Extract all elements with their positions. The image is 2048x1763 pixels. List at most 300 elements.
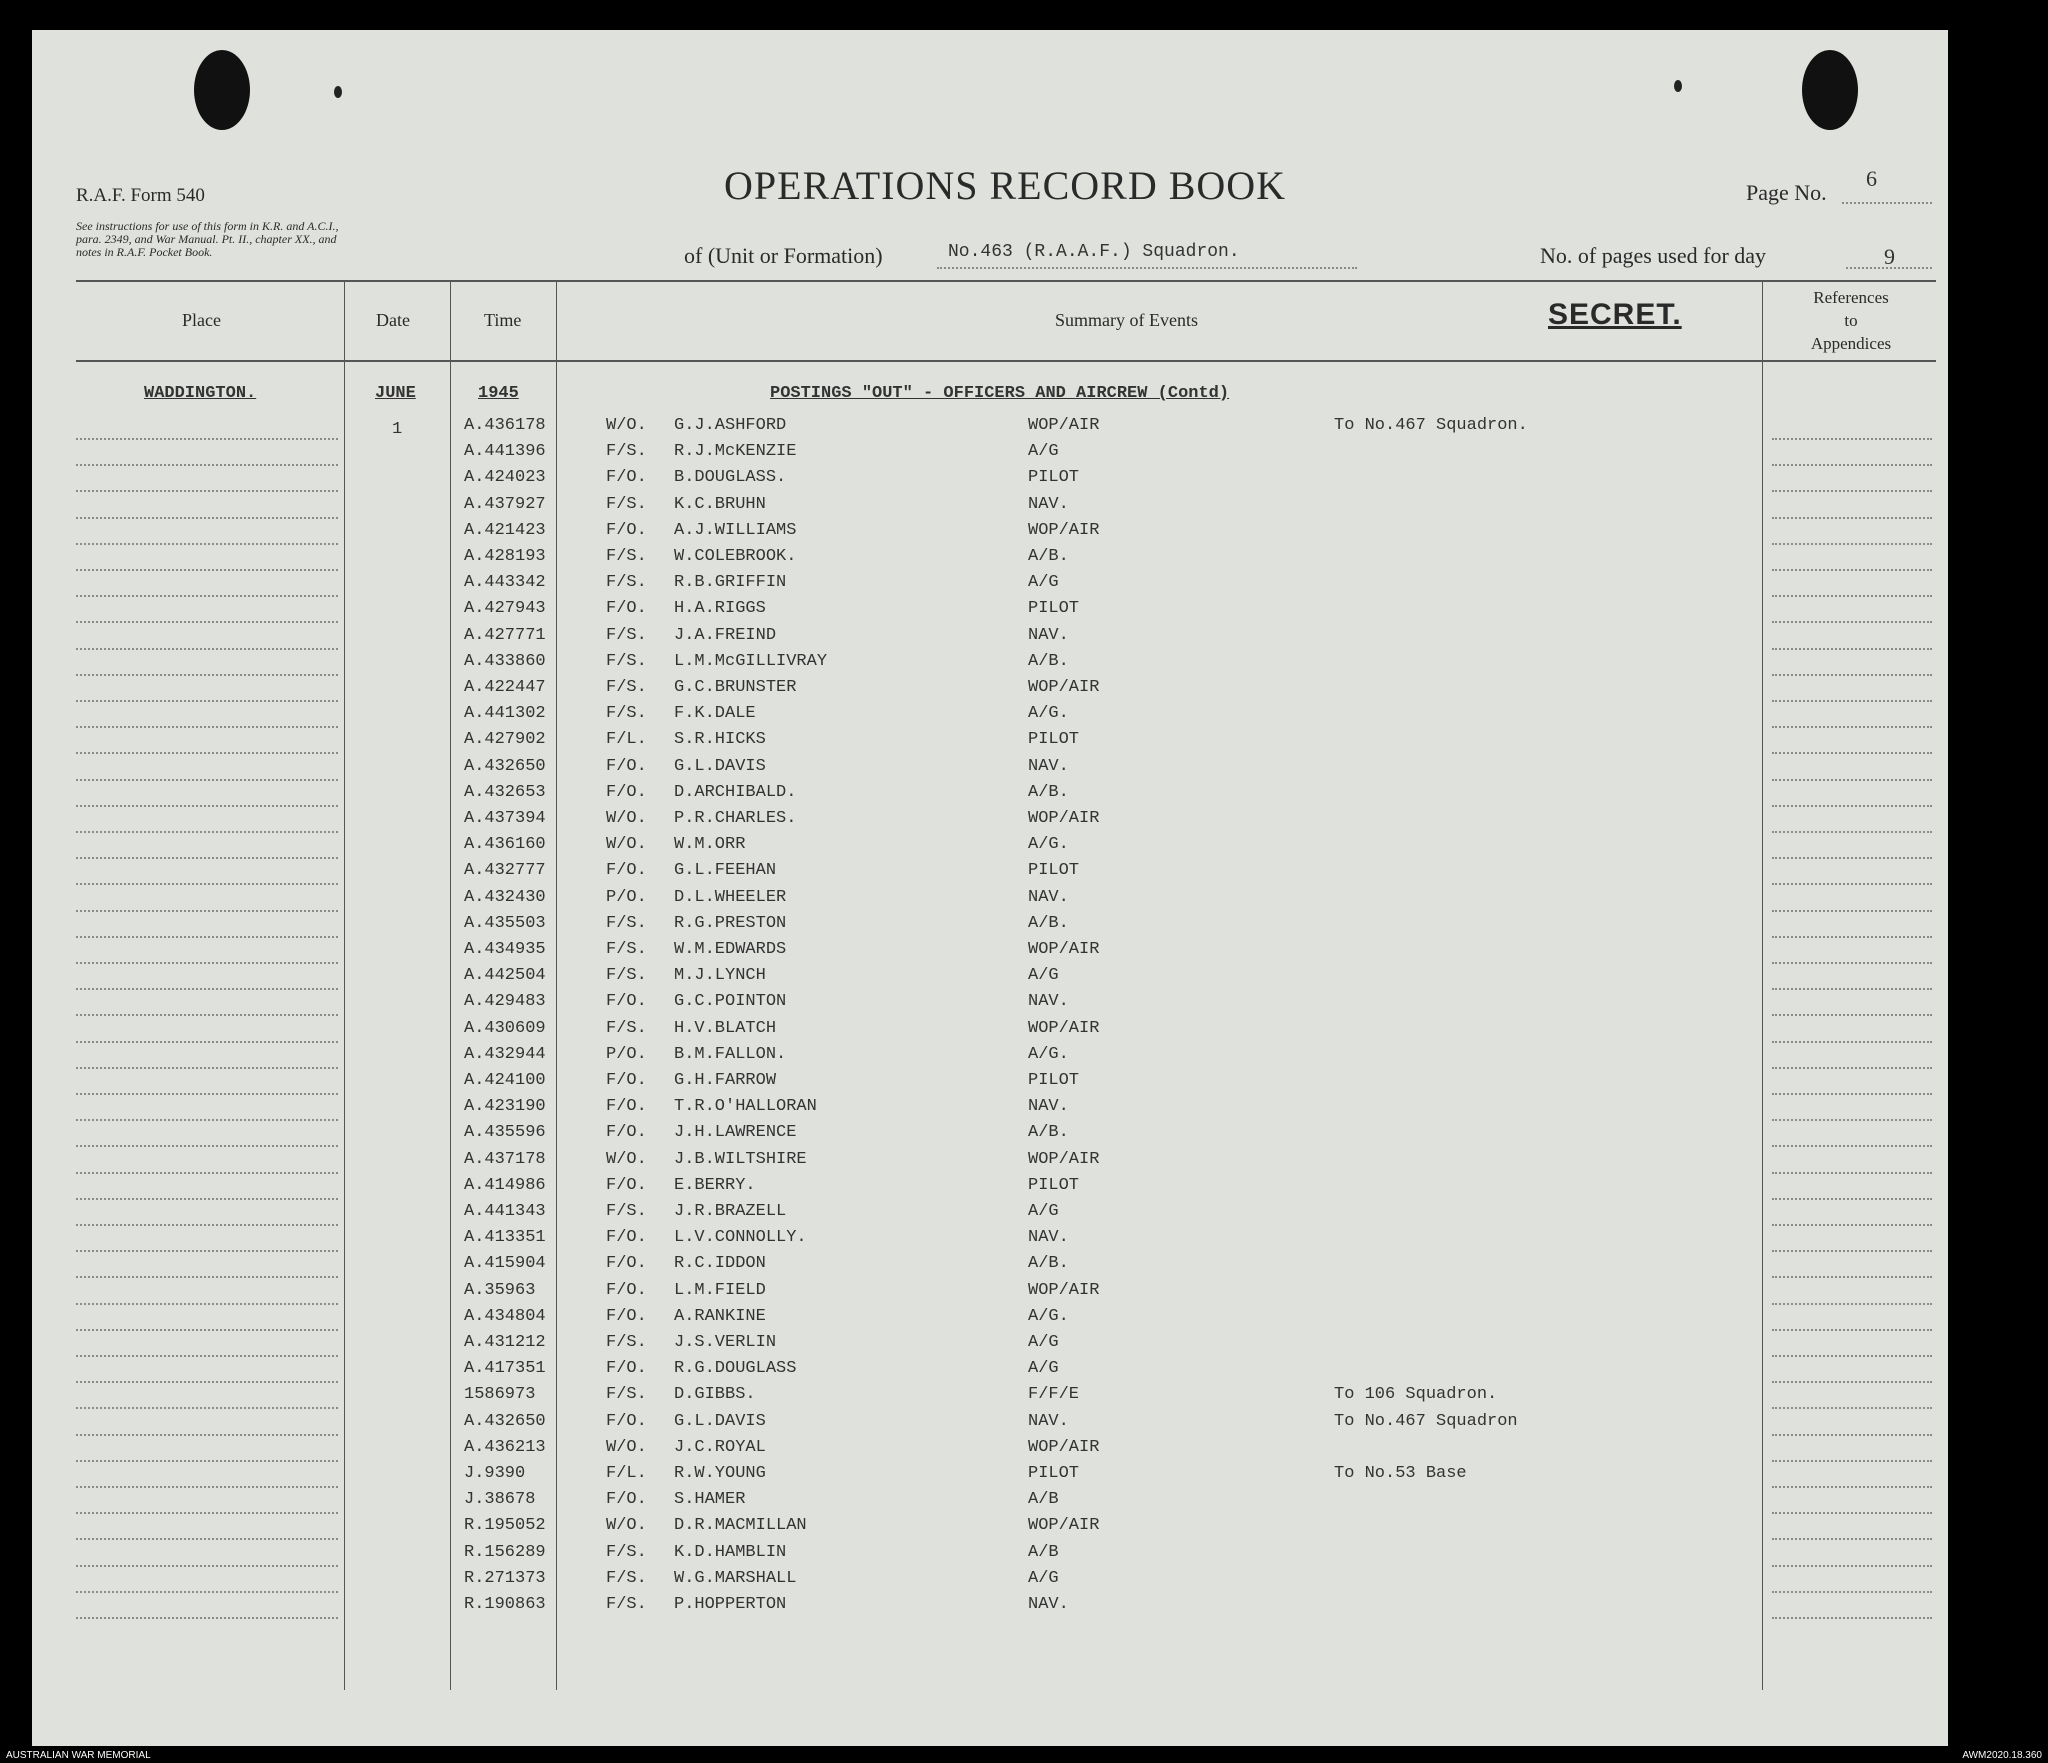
service-number: A.430609 bbox=[464, 1019, 546, 1038]
airman-name: G.H.FARROW bbox=[674, 1071, 777, 1090]
ruled-dotted-line bbox=[76, 1538, 338, 1540]
service-number: 1586973 bbox=[464, 1385, 536, 1404]
rank: F/S. bbox=[606, 1202, 647, 1221]
ruled-dotted-line bbox=[76, 569, 338, 571]
ruled-dotted-line bbox=[1772, 1250, 1932, 1252]
ruled-dotted-line bbox=[1772, 1224, 1932, 1226]
aircrew-role: PILOT bbox=[1028, 1176, 1080, 1195]
ruled-dotted-line bbox=[1772, 857, 1932, 859]
rank: W/O. bbox=[606, 1516, 647, 1535]
rank: F/O. bbox=[606, 1412, 647, 1431]
ruled-dotted-line bbox=[76, 1041, 338, 1043]
rank: F/O. bbox=[606, 757, 647, 776]
service-number: R.271373 bbox=[464, 1569, 546, 1588]
page-no-line bbox=[1842, 202, 1932, 204]
service-number: A.423190 bbox=[464, 1097, 546, 1116]
airman-name: P.HOPPERTON bbox=[674, 1595, 787, 1614]
ruled-dotted-line bbox=[76, 1145, 338, 1147]
airman-name: A.RANKINE bbox=[674, 1307, 766, 1326]
ruled-dotted-line bbox=[1772, 1041, 1932, 1043]
aircrew-role: A/G bbox=[1028, 573, 1059, 592]
ruled-dotted-line bbox=[1772, 1276, 1932, 1278]
service-number: A.35963 bbox=[464, 1281, 536, 1300]
ruled-dotted-line bbox=[76, 1407, 338, 1409]
rank: F/S. bbox=[606, 1333, 647, 1352]
airman-name: S.R.HICKS bbox=[674, 730, 766, 749]
aircrew-role: A/G bbox=[1028, 966, 1059, 985]
airman-name: D.L.WHEELER bbox=[674, 888, 787, 907]
aircrew-role: WOP/AIR bbox=[1028, 1281, 1100, 1300]
rank: F/S. bbox=[606, 1019, 647, 1038]
unit-value: No.463 (R.A.A.F.) Squadron. bbox=[948, 242, 1240, 262]
ruled-dotted-line bbox=[1772, 1565, 1932, 1567]
aircrew-role: A/G bbox=[1028, 442, 1059, 461]
aircrew-role: PILOT bbox=[1028, 599, 1080, 618]
ruled-dotted-line bbox=[76, 1355, 338, 1357]
airman-name: D.ARCHIBALD. bbox=[674, 783, 797, 802]
ruled-dotted-line bbox=[76, 831, 338, 833]
rank: F/S. bbox=[606, 573, 647, 592]
ruled-dotted-line bbox=[1772, 464, 1932, 466]
aircrew-role: PILOT bbox=[1028, 1071, 1080, 1090]
posting-destination: To No.467 Squadron bbox=[1334, 1412, 1518, 1431]
rank: F/O. bbox=[606, 599, 647, 618]
airman-name: R.J.McKENZIE bbox=[674, 442, 797, 461]
service-number: A.427943 bbox=[464, 599, 546, 618]
ruled-dotted-line bbox=[76, 1565, 338, 1567]
ruled-dotted-line bbox=[1772, 988, 1932, 990]
rank: W/O. bbox=[606, 1150, 647, 1169]
rank: F/O. bbox=[606, 1123, 647, 1142]
aircrew-role: F/F/E bbox=[1028, 1385, 1080, 1404]
service-number: A.413351 bbox=[464, 1228, 546, 1247]
ruled-dotted-line bbox=[1772, 1460, 1932, 1462]
ruled-dotted-line bbox=[1772, 1014, 1932, 1016]
rank: P/O. bbox=[606, 1045, 647, 1064]
ink-mark bbox=[334, 86, 342, 98]
aircrew-role: A/G bbox=[1028, 1359, 1059, 1378]
airman-name: E.BERRY. bbox=[674, 1176, 756, 1195]
ink-mark bbox=[1674, 80, 1682, 92]
service-number: R.190863 bbox=[464, 1595, 546, 1614]
ruled-dotted-line bbox=[76, 883, 338, 885]
aircrew-role: WOP/AIR bbox=[1028, 1019, 1100, 1038]
aircrew-role: WOP/AIR bbox=[1028, 416, 1100, 435]
service-number: A.437927 bbox=[464, 495, 546, 514]
service-number: A.436213 bbox=[464, 1438, 546, 1457]
rank: F/O. bbox=[606, 1307, 647, 1326]
rank: F/S. bbox=[606, 1385, 647, 1404]
aircrew-role: A/B. bbox=[1028, 652, 1069, 671]
service-number: A.424023 bbox=[464, 468, 546, 487]
airman-name: D.GIBBS. bbox=[674, 1385, 756, 1404]
service-number: A.432430 bbox=[464, 888, 546, 907]
ruled-dotted-line bbox=[1772, 883, 1932, 885]
airman-name: R.B.GRIFFIN bbox=[674, 573, 787, 592]
col-header-place: Place bbox=[182, 310, 221, 330]
ruled-dotted-line bbox=[76, 1119, 338, 1121]
footer-credit: AUSTRALIAN WAR MEMORIAL bbox=[6, 1750, 151, 1761]
ruled-dotted-line bbox=[76, 700, 338, 702]
service-number: A.417351 bbox=[464, 1359, 546, 1378]
service-number: R.195052 bbox=[464, 1516, 546, 1535]
col-divider-refs bbox=[1762, 280, 1763, 1690]
aircrew-role: NAV. bbox=[1028, 626, 1069, 645]
form-sheet bbox=[32, 30, 1948, 1746]
service-number: A.427771 bbox=[464, 626, 546, 645]
airman-name: J.R.BRAZELL bbox=[674, 1202, 787, 1221]
ruled-dotted-line bbox=[1772, 674, 1932, 676]
ruled-dotted-line bbox=[1772, 1407, 1932, 1409]
posting-destination: To 106 Squadron. bbox=[1334, 1385, 1498, 1404]
rank: F/O. bbox=[606, 1490, 647, 1509]
service-number: A.414986 bbox=[464, 1176, 546, 1195]
aircrew-role: A/B bbox=[1028, 1543, 1059, 1562]
ruled-dotted-line bbox=[1772, 1434, 1932, 1436]
ruled-dotted-line bbox=[76, 752, 338, 754]
ruled-dotted-line bbox=[76, 595, 338, 597]
place-value: WADDINGTON. bbox=[144, 384, 257, 403]
ruled-dotted-line bbox=[76, 779, 338, 781]
page-no-label: Page No. bbox=[1746, 180, 1827, 205]
service-number: A.433860 bbox=[464, 652, 546, 671]
airman-name: G.C.BRUNSTER bbox=[674, 678, 797, 697]
airman-name: W.M.ORR bbox=[674, 835, 746, 854]
service-number: A.421423 bbox=[464, 521, 546, 540]
ruled-dotted-line bbox=[1772, 543, 1932, 545]
rank: W/O. bbox=[606, 416, 647, 435]
airman-name: G.L.FEEHAN bbox=[674, 861, 777, 880]
rank: F/S. bbox=[606, 914, 647, 933]
service-number: A.434804 bbox=[464, 1307, 546, 1326]
col-header-time: Time bbox=[484, 310, 522, 330]
table-top-rule bbox=[76, 280, 1936, 282]
ruled-dotted-line bbox=[76, 1460, 338, 1462]
table-head-rule bbox=[76, 360, 1936, 362]
airman-name: K.D.HAMBLIN bbox=[674, 1543, 787, 1562]
airman-name: R.W.YOUNG bbox=[674, 1464, 766, 1483]
section-heading: POSTINGS "OUT" - OFFICERS AND AIRCREW (Contd) bbox=[770, 384, 1230, 403]
punch-hole-right bbox=[1802, 50, 1858, 130]
airman-name: H.A.RIGGS bbox=[674, 599, 766, 618]
secret-stamp: SECRET. bbox=[1548, 298, 1682, 331]
rank: F/S. bbox=[606, 547, 647, 566]
service-number: A.437394 bbox=[464, 809, 546, 828]
pages-used-value: 9 bbox=[1884, 244, 1895, 269]
rank: F/S. bbox=[606, 1569, 647, 1588]
ruled-dotted-line bbox=[1772, 1067, 1932, 1069]
service-number: A.431212 bbox=[464, 1333, 546, 1352]
aircrew-role: WOP/AIR bbox=[1028, 1438, 1100, 1457]
aircrew-role: PILOT bbox=[1028, 730, 1080, 749]
rank: F/O. bbox=[606, 1254, 647, 1273]
form-instructions: See instructions for use of this form in K.R. and A.C.I., para. 2349, and War Manual. Pt. II., chapter XX., and notes in R.A.F. Pocket Book. bbox=[76, 219, 339, 259]
ruled-dotted-line bbox=[1772, 700, 1932, 702]
aircrew-role: NAV. bbox=[1028, 992, 1069, 1011]
aircrew-role: A/G bbox=[1028, 1202, 1059, 1221]
aircrew-role: NAV. bbox=[1028, 1228, 1069, 1247]
service-number: R.156289 bbox=[464, 1543, 546, 1562]
aircrew-role: PILOT bbox=[1028, 861, 1080, 880]
ruled-dotted-line bbox=[1772, 726, 1932, 728]
ruled-dotted-line bbox=[76, 1093, 338, 1095]
airman-name: G.J.ASHFORD bbox=[674, 416, 787, 435]
ruled-dotted-line bbox=[1772, 831, 1932, 833]
airman-name: J.S.VERLIN bbox=[674, 1333, 777, 1352]
airman-name: J.A.FREIND bbox=[674, 626, 777, 645]
aircrew-role: A/B. bbox=[1028, 1123, 1069, 1142]
ruled-dotted-line bbox=[76, 621, 338, 623]
rank: F/S. bbox=[606, 966, 647, 985]
rank: F/O. bbox=[606, 1071, 647, 1090]
ruled-dotted-line bbox=[76, 805, 338, 807]
aircrew-role: A/B bbox=[1028, 1490, 1059, 1509]
service-number: A.415904 bbox=[464, 1254, 546, 1273]
ruled-dotted-line bbox=[76, 1250, 338, 1252]
service-number: A.427902 bbox=[464, 730, 546, 749]
rank: F/O. bbox=[606, 468, 647, 487]
ruled-dotted-line bbox=[1772, 1119, 1932, 1121]
rank: F/S. bbox=[606, 678, 647, 697]
service-number: A.441343 bbox=[464, 1202, 546, 1221]
airman-name: J.C.ROYAL bbox=[674, 1438, 766, 1457]
ruled-dotted-line bbox=[1772, 1591, 1932, 1593]
aircrew-role: A/G. bbox=[1028, 835, 1069, 854]
airman-name: T.R.O'HALLORAN bbox=[674, 1097, 817, 1116]
service-number: A.437178 bbox=[464, 1150, 546, 1169]
ruled-dotted-line bbox=[1772, 805, 1932, 807]
ruled-dotted-line bbox=[1772, 1145, 1932, 1147]
ruled-dotted-line bbox=[1772, 1329, 1932, 1331]
service-number: A.424100 bbox=[464, 1071, 546, 1090]
ruled-dotted-line bbox=[1772, 752, 1932, 754]
airman-name: L.M.FIELD bbox=[674, 1281, 766, 1300]
rank: F/O. bbox=[606, 783, 647, 802]
airman-name: B.DOUGLASS. bbox=[674, 468, 787, 487]
ruled-dotted-line bbox=[76, 1486, 338, 1488]
aircrew-role: WOP/AIR bbox=[1028, 1516, 1100, 1535]
airman-name: M.J.LYNCH bbox=[674, 966, 766, 985]
aircrew-role: A/G. bbox=[1028, 1045, 1069, 1064]
ruled-dotted-line bbox=[76, 962, 338, 964]
airman-name: D.R.MACMILLAN bbox=[674, 1516, 807, 1535]
punch-hole-left bbox=[194, 50, 250, 130]
rank: F/S. bbox=[606, 652, 647, 671]
ruled-dotted-line bbox=[1772, 1381, 1932, 1383]
ruled-dotted-line bbox=[1772, 569, 1932, 571]
ruled-dotted-line bbox=[76, 464, 338, 466]
ruled-dotted-line bbox=[1772, 1172, 1932, 1174]
year-value: 1945 bbox=[478, 384, 519, 403]
aircrew-role: WOP/AIR bbox=[1028, 1150, 1100, 1169]
service-number: J.9390 bbox=[464, 1464, 526, 1483]
rank: F/L. bbox=[606, 1464, 647, 1483]
airman-name: R.C.IDDON bbox=[674, 1254, 766, 1273]
rank: P/O. bbox=[606, 888, 647, 907]
rank: F/S. bbox=[606, 704, 647, 723]
rank: F/S. bbox=[606, 1543, 647, 1562]
aircrew-role: A/B. bbox=[1028, 783, 1069, 802]
airman-name: W.COLEBROOK. bbox=[674, 547, 797, 566]
col-divider-time bbox=[556, 280, 557, 1690]
col-divider-date bbox=[450, 280, 451, 1690]
rank: F/L. bbox=[606, 730, 647, 749]
ruled-dotted-line bbox=[76, 1617, 338, 1619]
aircrew-role: A/B. bbox=[1028, 1254, 1069, 1273]
page-no-value: 6 bbox=[1866, 166, 1877, 191]
aircrew-role: WOP/AIR bbox=[1028, 940, 1100, 959]
ruled-dotted-line bbox=[76, 1172, 338, 1174]
ruled-dotted-line bbox=[76, 1329, 338, 1331]
rank: F/S. bbox=[606, 940, 647, 959]
rank: F/O. bbox=[606, 1228, 647, 1247]
pages-used-label: No. of pages used for day bbox=[1540, 243, 1767, 268]
ruled-dotted-line bbox=[76, 543, 338, 545]
ruled-dotted-line bbox=[1772, 779, 1932, 781]
ruled-dotted-line bbox=[76, 1512, 338, 1514]
airman-name: A.J.WILLIAMS bbox=[674, 521, 797, 540]
airman-name: J.B.WILTSHIRE bbox=[674, 1150, 807, 1169]
ruled-dotted-line bbox=[76, 674, 338, 676]
ruled-dotted-line bbox=[76, 1198, 338, 1200]
airman-name: B.M.FALLON. bbox=[674, 1045, 787, 1064]
ruled-dotted-line bbox=[1772, 1355, 1932, 1357]
rank: F/S. bbox=[606, 442, 647, 461]
service-number: J.38678 bbox=[464, 1490, 536, 1509]
airman-name: G.L.DAVIS bbox=[674, 1412, 766, 1431]
ruled-dotted-line bbox=[1772, 1093, 1932, 1095]
day-value: 1 bbox=[392, 420, 403, 439]
aircrew-role: A/B. bbox=[1028, 914, 1069, 933]
aircrew-role: NAV. bbox=[1028, 495, 1069, 514]
aircrew-role: NAV. bbox=[1028, 1595, 1069, 1614]
service-number: A.422447 bbox=[464, 678, 546, 697]
aircrew-role: WOP/AIR bbox=[1028, 809, 1100, 828]
ruled-dotted-line bbox=[1772, 438, 1932, 440]
col-divider-place bbox=[344, 280, 345, 1690]
ruled-dotted-line bbox=[1772, 648, 1932, 650]
aircrew-role: A/G bbox=[1028, 1569, 1059, 1588]
col-header-refs: References to Appendices bbox=[1810, 288, 1892, 353]
posting-destination: To No.53 Base bbox=[1334, 1464, 1467, 1483]
airman-name: W.G.MARSHALL bbox=[674, 1569, 797, 1588]
service-number: A.434935 bbox=[464, 940, 546, 959]
service-number: A.443342 bbox=[464, 573, 546, 592]
ruled-dotted-line bbox=[1772, 1512, 1932, 1514]
ruled-dotted-line bbox=[1772, 936, 1932, 938]
service-number: A.441302 bbox=[464, 704, 546, 723]
unit-line bbox=[937, 267, 1357, 269]
airman-name: G.C.POINTON bbox=[674, 992, 787, 1011]
rank: W/O. bbox=[606, 809, 647, 828]
airman-name: R.G.PRESTON bbox=[674, 914, 787, 933]
service-number: A.432777 bbox=[464, 861, 546, 880]
rank: F/O. bbox=[606, 521, 647, 540]
airman-name: L.V.CONNOLLY. bbox=[674, 1228, 807, 1247]
airman-name: F.K.DALE bbox=[674, 704, 756, 723]
ruled-dotted-line bbox=[76, 438, 338, 440]
rank: F/S. bbox=[606, 1595, 647, 1614]
service-number: A.435503 bbox=[464, 914, 546, 933]
aircrew-role: NAV. bbox=[1028, 1097, 1069, 1116]
service-number: A.432653 bbox=[464, 783, 546, 802]
service-number: A.441396 bbox=[464, 442, 546, 461]
ruled-dotted-line bbox=[1772, 1486, 1932, 1488]
form-name: R.A.F. Form 540 bbox=[76, 185, 205, 206]
ruled-dotted-line bbox=[1772, 517, 1932, 519]
aircrew-role: A/B. bbox=[1028, 547, 1069, 566]
airman-name: S.HAMER bbox=[674, 1490, 746, 1509]
ruled-dotted-line bbox=[1772, 621, 1932, 623]
service-number: A.432650 bbox=[464, 757, 546, 776]
posting-destination: To No.467 Squadron. bbox=[1334, 416, 1528, 435]
service-number: A.429483 bbox=[464, 992, 546, 1011]
footer-accession: AWM2020.18.360 bbox=[1962, 1750, 2042, 1761]
ruled-dotted-line bbox=[1772, 1617, 1932, 1619]
rank: F/O. bbox=[606, 1359, 647, 1378]
aircrew-role: WOP/AIR bbox=[1028, 678, 1100, 697]
ruled-dotted-line bbox=[76, 988, 338, 990]
aircrew-role: A/G. bbox=[1028, 1307, 1069, 1326]
ruled-dotted-line bbox=[76, 857, 338, 859]
ruled-dotted-line bbox=[76, 490, 338, 492]
col-header-date: Date bbox=[376, 310, 410, 330]
ruled-dotted-line bbox=[76, 726, 338, 728]
rank: F/O. bbox=[606, 992, 647, 1011]
ruled-dotted-line bbox=[76, 517, 338, 519]
unit-label: of (Unit or Formation) bbox=[684, 243, 883, 268]
ruled-dotted-line bbox=[76, 1276, 338, 1278]
airman-name: G.L.DAVIS bbox=[674, 757, 766, 776]
ruled-dotted-line bbox=[76, 648, 338, 650]
ruled-dotted-line bbox=[1772, 1303, 1932, 1305]
col-header-summary: Summary of Events bbox=[1055, 310, 1198, 330]
month-value: JUNE bbox=[375, 384, 416, 403]
service-number: A.432650 bbox=[464, 1412, 546, 1431]
airman-name: R.G.DOUGLASS bbox=[674, 1359, 797, 1378]
airman-name: P.R.CHARLES. bbox=[674, 809, 797, 828]
page-title: OPERATIONS RECORD BOOK bbox=[724, 163, 1287, 208]
airman-name: K.C.BRUHN bbox=[674, 495, 766, 514]
service-number: A.442504 bbox=[464, 966, 546, 985]
rank: F/O. bbox=[606, 1281, 647, 1300]
ruled-dotted-line bbox=[76, 1591, 338, 1593]
aircrew-role: A/G. bbox=[1028, 704, 1069, 723]
ruled-dotted-line bbox=[76, 910, 338, 912]
aircrew-role: NAV. bbox=[1028, 888, 1069, 907]
ruled-dotted-line bbox=[1772, 595, 1932, 597]
ruled-dotted-line bbox=[1772, 962, 1932, 964]
ruled-dotted-line bbox=[76, 1067, 338, 1069]
aircrew-role: PILOT bbox=[1028, 1464, 1080, 1483]
rank: F/S. bbox=[606, 495, 647, 514]
aircrew-role: NAV. bbox=[1028, 1412, 1069, 1431]
service-number: A.436178 bbox=[464, 416, 546, 435]
ruled-dotted-line bbox=[76, 936, 338, 938]
ruled-dotted-line bbox=[76, 1303, 338, 1305]
ruled-dotted-line bbox=[1772, 490, 1932, 492]
service-number: A.435596 bbox=[464, 1123, 546, 1142]
ruled-dotted-line bbox=[1772, 1198, 1932, 1200]
ruled-dotted-line bbox=[1772, 910, 1932, 912]
aircrew-role: WOP/AIR bbox=[1028, 521, 1100, 540]
rank: W/O. bbox=[606, 1438, 647, 1457]
airman-name: H.V.BLATCH bbox=[674, 1019, 777, 1038]
ruled-dotted-line bbox=[76, 1224, 338, 1226]
ruled-dotted-line bbox=[1772, 1538, 1932, 1540]
aircrew-role: NAV. bbox=[1028, 757, 1069, 776]
service-number: A.432944 bbox=[464, 1045, 546, 1064]
